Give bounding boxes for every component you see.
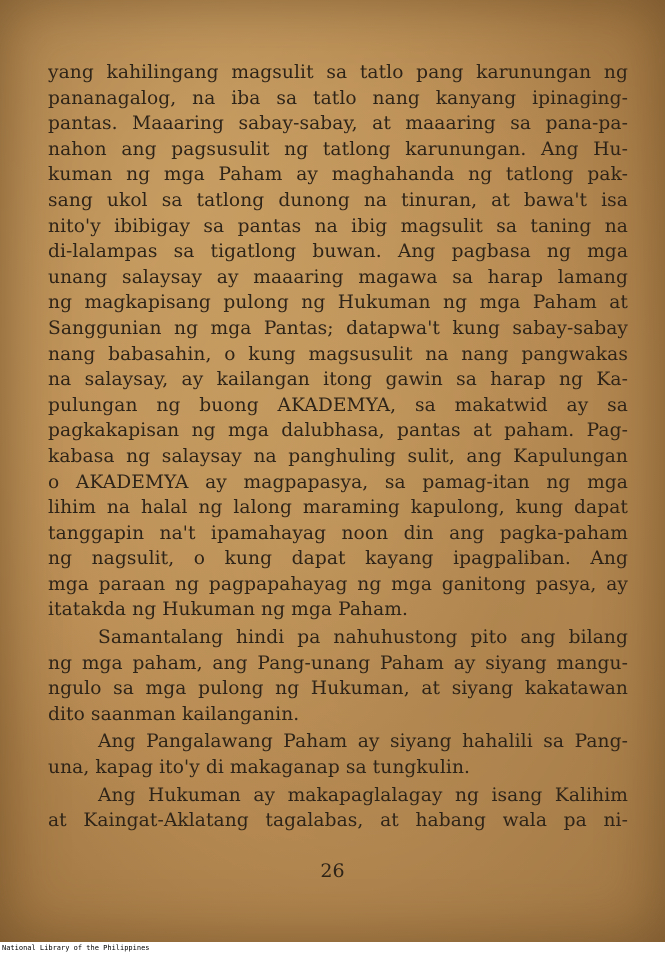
text-line: nang babasahin, o kung magsusulit na nang pangwakas: [48, 343, 628, 365]
text-line: mga paraan ng pagpapahayag ng mga ganitong pasya, ay: [48, 573, 628, 595]
text-line: tanggapin na't ipamahayag noon din ang pagka-paham: [48, 522, 628, 544]
text-line: unang salaysay ay maaaring magawa sa harap lamang: [48, 266, 628, 288]
text-line: pananagalog, na iba sa tatlo nang kanyang ipinaging-: [48, 87, 628, 109]
text-line: ng mga paham, ang Pang-unang Paham ay siyang mangu-: [48, 652, 628, 674]
text-line: yang kahilingang magsulit sa tatlo pang karunungan ng: [48, 62, 628, 83]
text-line: Samantalang hindi pa nahuhustong pito ang bilang: [98, 627, 628, 649]
text-line: Ang Hukuman ay makapaglalagay ng isang Kalihim: [98, 784, 628, 806]
text-line: dito saanman kailanganin.: [48, 703, 300, 725]
text-line: at Kaingat-Aklatang tagalabas, at habang wala pa ni-: [48, 810, 628, 832]
text-line: Sanggunian ng mga Pantas; datapwa't kung sabay-sabay: [48, 317, 628, 339]
text-line: di-lalampas sa tigatlong buwan. Ang pagbasa ng mga: [48, 241, 628, 263]
text-line: pulungan ng buong AKADEMYA, sa makatwid ay sa: [48, 394, 628, 416]
text-line: nito'y ibibigay sa pantas na ibig magsulit sa taning na: [48, 215, 628, 237]
text-line: ng magkapisang pulong ng Hukuman ng mga Paham at: [48, 292, 628, 314]
text-line: kabasa ng salaysay na panghuling sulit, ang Kapulungan: [48, 445, 628, 467]
text-line: na salaysay, ay kailangan itong gawin sa harap ng Ka-: [48, 369, 628, 391]
text-line: ng nagsulit, o kung dapat kayang ipagpaliban. Ang: [48, 548, 628, 570]
text-line: pagkakapisan ng mga dalubhasa, pantas at paham. Pag-: [48, 420, 628, 442]
text-line: nahon ang pagsusulit ng tatlong karunungan. Ang Hu-: [48, 138, 628, 160]
text-line: sang ukol sa tatlong dunong na tinuran, at bawa't isa: [48, 189, 628, 211]
text-line: lihim na halal ng lalong maraming kapulong, kung dapat: [48, 497, 628, 519]
text-line: o AKADEMYA ay magpapasya, sa pamag-itan ng mga: [48, 471, 628, 493]
text-line: una, kapag ito'y di makaganap sa tungkulin.: [48, 757, 471, 779]
text-line: itatakda ng Hukuman ng mga Paham.: [48, 599, 409, 621]
page-number: 26: [320, 860, 345, 882]
text-line: pantas. Maaaring sabay-sabay, at maaaring sa pana-pa-: [48, 113, 628, 135]
body-text: [48, 60, 628, 834]
text-line: Ang Pangalawang Paham ay siyang hahalili sa Pang-: [98, 731, 628, 753]
text-line: ngulo sa mga pulong ng Hukuman, at siyang kakatawan: [48, 678, 628, 700]
text-line: kuman ng mga Paham ay maghahanda ng tatlong pak-: [48, 164, 628, 186]
footer-credit: National Library of the Philippines: [2, 944, 150, 952]
